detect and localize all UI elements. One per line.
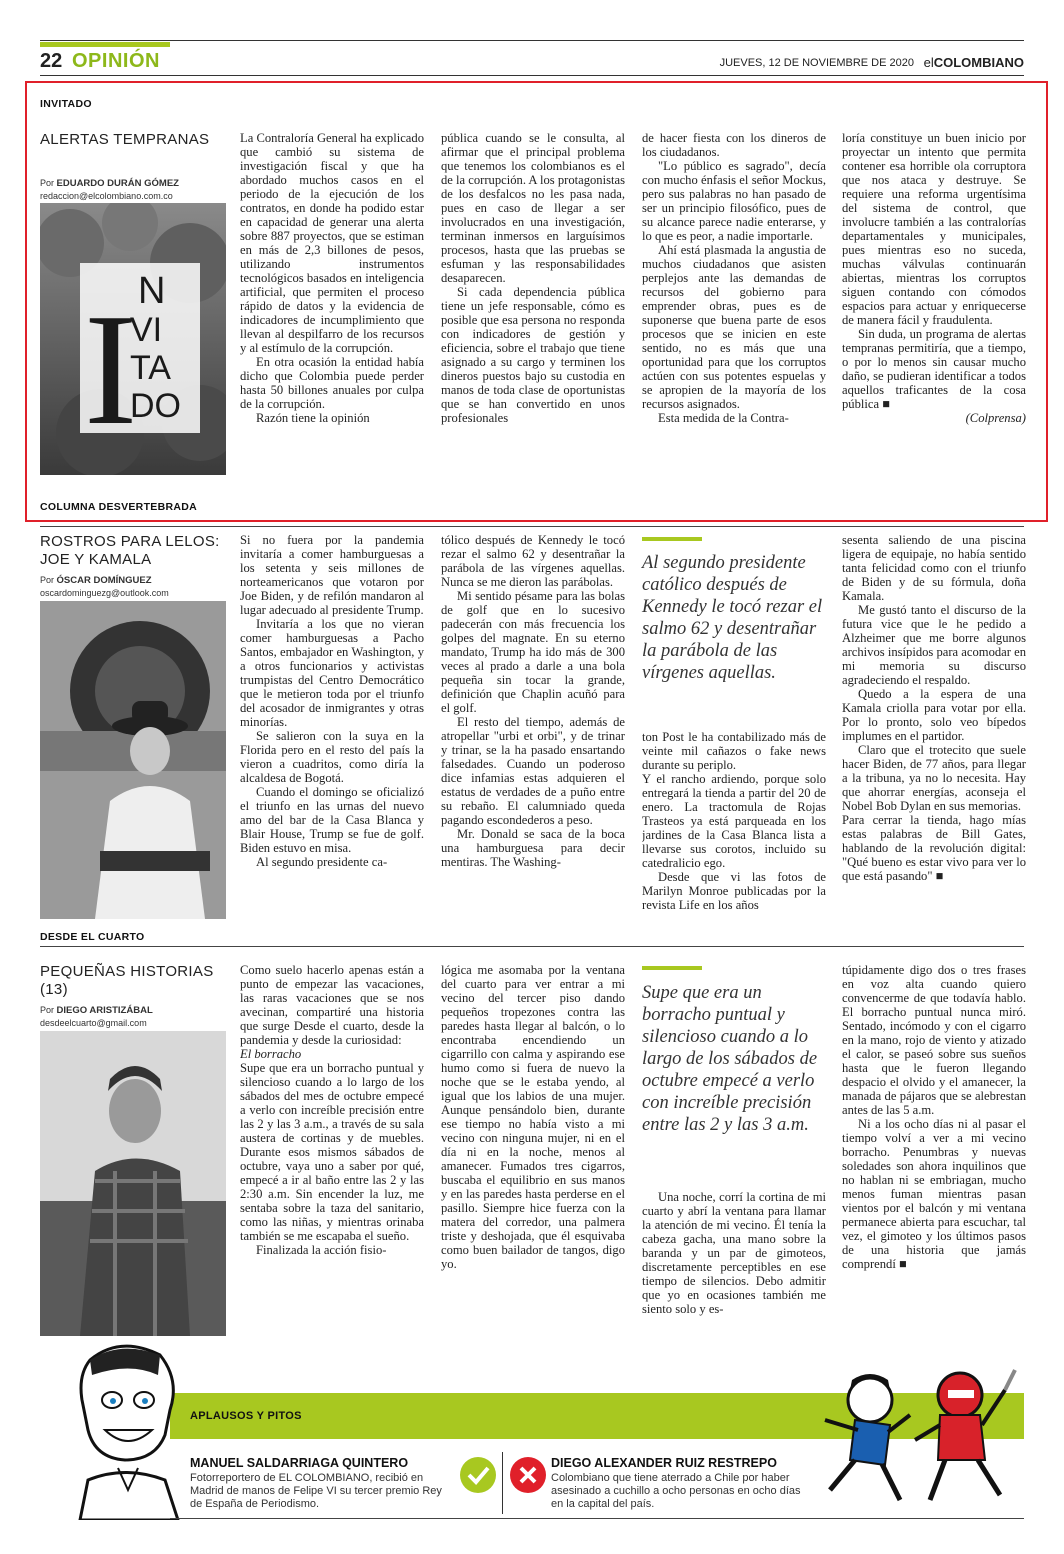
article-headline: ROSTROS PARA LELOS: JOE Y KAMALA <box>40 533 220 568</box>
article2-column-3: ton Post le ha contabilizado más de veinte mil cañazos o fake news durante su periplo. Y el rancho ardiendo, porque solo entregará la tienda a partir del 20 de enero. La tractomula de Rojas Trasteos ya está parqueada en los jardines de la Casa Blanca lista a llevarse sus corotos, incluido su catedralicio ego. Desde que vi las fotos de Marilyn Monroe publicadas por la revista Life en los años <box>642 730 826 912</box>
column-name: INVITADO <box>40 98 92 110</box>
article3-column-1: Como suelo hacerlo apenas están a punto de empezar las vacaciones, las raras vacaciones que se nos avecinan, compartiré una historia que surge Desde el cuarto, desde la pandemia y desde la curiosidad: El borracho Supe que era un borracho puntual y silencioso cuando a lo largo de los sábados del mes de octubre empecé a verlo con increíble precisión entre las 2 y las 3 a.m., a través de su sala austera de cortinas y de muebles. Durante esos mismos sábados de octubre, vaya uno a saber por qué, empecé a ir al baño entre las 2 y las 2:30 a.m. Sin encender la luz, me sentaba sobre la taza del sanitario, como las niñas, y mientras orinaba también se me escapaba el sueño. Finalizada la acción fisio- <box>240 963 424 1257</box>
author-email: oscardominguezg@outlook.com <box>40 588 169 598</box>
pullquote: Al segundo presidente católico después de Kennedy le tocó rezar el salmo 62 y desentrañar la parábola de las vírgenes aquellas. <box>642 553 823 683</box>
column-name: DESDE EL CUARTO <box>40 931 145 943</box>
article2-column-1: Si no fuera por la pandemia invitaría a comer hamburguesas a los setenta y seis millones de norteamericanos que votaron por Joe Biden, y de refilón mandaron al lugar adecuado al presidente Trump. Invitaría a los que no vieran comer hamburguesas a Pacho Santos, embajador en Washington, y a otros funcionarios y activistas trumpistas del Centro Democrático que le metieron toda por el triunfo del acosador de inmigrantes y otras minorías. Se salieron con la suya en la Florida pero en el resto del país la vieron a cuadritos, como diría la alcaldesa de Bogotá. Cuando el domingo se oficializó el triunfo en las urnas del nuevo amo del bar de la Casa Blanca y Blair House, Trump se fue de golf. Biden estuvo en misa. Al segundo presidente ca- <box>240 533 424 869</box>
newspaper-brand: elCOLOMBIANO <box>923 55 1024 70</box>
logo-letters-3: TA <box>130 349 171 387</box>
article-byline: Por ÓSCAR DOMÍNGUEZ oscardominguezg@outlook.com <box>40 575 169 598</box>
invitado-logo-photo <box>40 203 226 475</box>
author-photo <box>40 601 226 919</box>
author-photo <box>40 1031 226 1336</box>
section-title: OPINIÓN <box>72 50 160 72</box>
author-name: EDUARDO DURÁN GÓMEZ <box>56 178 179 189</box>
section-rule <box>40 946 1024 947</box>
applause-name: MANUEL SALDARRIAGA QUINTERO <box>190 1456 409 1470</box>
article-headline: PEQUEÑAS HISTORIAS (13) <box>40 963 214 998</box>
check-icon <box>460 1457 496 1493</box>
author-name: DIEGO ARISTIZÁBAL <box>56 1005 153 1016</box>
article2-column-2: tólico después de Kennedy le tocó rezar el salmo 62 y desentrañar la parábola de las vírgenes aquellas. Nunca se me dieron las parábolas. Mi sentido pésame para las bolas de golf que en lo sucesivo padecerán con más frecuencia los golpes del magnate. En su eterno mandato, Trump ha ido más de 300 veces al prado a darle a una bola pequeña sin tocar la grande, definición que Chaplin acuñó para el golf. El resto del tiempo, además de atropellar "urbi et orbi", y de trinar y trinar, se la ha pasado ensartando falsedades. Cuando un poderoso dice infamias estas adquieren el estatus de verdades de a puño entre su rebaño. El calumniado queda pagando escondederos a peso. Mr. Donald se saca de la boca una hamburguesa para decir mentiras. The Washing- <box>441 533 625 869</box>
article1-column-4: loría constituye un buen inicio por proyectar un intento que permita contener esa horrible ola corruptora que nos ataca y destruye. Se requiere una reforma urgentísima del sistema de control, que involucre también a las contralorías departamentales y municipales, pues mientras eso no suceda, muchas válvulas continuarán abiertas, mientras los corruptos siguen contando con cómodos espacios para actuar y enriquecerse de manera fácil y fraudulenta. Sin duda, un programa de alertas tempranas permitiría, que a tiempo, o por lo menos sin causar mucho daño, se pudieran identificar a todos aquellos traficantes de la cosa pública ■ (Colprensa) <box>842 131 1026 425</box>
article3-column-3: Una noche, corrí la cortina de mi cuarto y abrí la ventana para llamar la atención de mi vecino. Él tenía la cabeza gacha, una mano sobre la baranda y un par de gimoteos, discretamente perceptibles en ese tiempo de silencios. Debo admitir que yo en ocasiones también me siento solo y es- <box>642 1190 826 1316</box>
article-byline: Por EDUARDO DURÁN GÓMEZ redaccion@elcolombiano.com.co <box>40 178 179 201</box>
article1-column-1: La Contraloría General ha explicado que cambió su sistema de investigación fiscal y que ha abordado muchos casos en el periodo de la ejecución de los contratos, en donde ha podido estar en capacidad de generar una alerta sobre 887 proyectos, que se estiman en más de 2,3 billones de pesos, utilizando instrumentos tecnológicos basados en inteligencia artificial, que permiten el proceso rápido de datos y la evidencia de indicadores de incumplimiento que llevan al despilfarro de los recursos y al estímulo de la corrupción. En otra ocasión la entidad había dicho que Colombia puede perder hasta 50 billones anuales por culpa de la corrupción. Razón tiene la opinión <box>240 131 424 425</box>
pullquote-accent <box>642 537 702 541</box>
logo-letters-2: VI <box>130 311 163 349</box>
x-icon <box>510 1457 546 1493</box>
article2-column-4: sesenta saliendo de una piscina ligera de equipaje, no había sentido tanta felicidad como con el triunfo de Biden y de su fórmula, doña Kamala. Me gustó tanto el discurso de la futura vice que le he pedido a Alzheimer que me borre algunos archivos insípidos para acomodar en mi memoria su discurso agradeciendo el respaldo. Quedo a la espera de una Kamala criolla para votar por ella. Por lo pronto, solo veo bípedos implumes en el partidor. Claro que el trotecito que suele hacer Biden, de 77 años, para llegar a la tribuna, ya no lo necesita. Hay que ahorrar energías, aconseja el Nobel Bob Dylan en sus memorias. Para cerrar la tienda, hago mías estas palabras de Bill Gates, hablando de la revolución digital: "Qué bueno es estar vivo para ver lo que está pasando" ■ <box>842 533 1026 883</box>
aplausos-title: APLAUSOS Y PITOS <box>190 1410 302 1422</box>
pullquote: Supe que era un borracho puntual y silencioso cuando a lo largo de los sábados de octubre empecé a verlo con increíble precisión entre las 2 y las 3 a.m. <box>642 983 818 1135</box>
header-bottom-rule <box>40 75 1024 76</box>
logo-letters-1: N <box>138 270 166 312</box>
article1-column-3: de hacer fiesta con los dineros de los ciudadanos. "Lo público es sagrado", decía con mucho énfasis el señor Mockus, pero sus palabras no han pasado de ser un principio filosófico, pues de su alcance parece nadie enterarse, y lo que es peor, a nadie importarle. Ahí está plasmada la angustia de muchos ciudadanos que asisten perplejos ante las demandas de recursos del gobierno para emprender obras, pues es de suponerse que buena parte de esos procesos que se inicien en este sentido, no es más que una oportunidad para que los corruptos actúen con sus potentes espuelas y se apropien de la mayoría de los recursos asignados. Esta medida de la Contra- <box>642 131 826 425</box>
boo-name: DIEGO ALEXANDER RUIZ RESTREPO <box>551 1456 777 1470</box>
header-top-rule <box>40 40 1024 41</box>
article-headline: ALERTAS TEMPRANAS <box>40 131 210 148</box>
page-number: 22 <box>40 50 63 72</box>
article3-column-2: lógica me asomaba por la ventana del cuarto para ver entrar a mi vecino del tercer piso dando pequeños tropezones contra las paredes hasta llegar al balcón, o lo encontraba encendiendo un cigarrillo con calma y aspirando ese humo como si fuera de nuevo la noche que se le estaba yendo, al igual que los labios de una mujer. Aunque pensándolo bien, durante ese tiempo no había visto a mi vecino con ninguna mujer, ni en el día ni en la noche, menos al amanecer. Fumados tres cigarros, buscaba el equilibrio en sus manos y en las paredes hasta perderse en el pasillo. Siempre hice fuerza con la matera del corredor, una palmera triste y deshojada, que él esquivaba como buen bailador de tangos, digo yo. <box>441 963 625 1271</box>
pullquote-accent <box>642 966 702 970</box>
section-accent-bar <box>40 42 170 47</box>
logo-big-letter: I <box>84 280 138 458</box>
author-email: desdeelcuarto@gmail.com <box>40 1018 147 1028</box>
boo-text: Colombiano que tiene aterrado a Chile por haber asesinado a cuchillo a ocho personas en ocho días en la capital del país. <box>551 1472 801 1510</box>
author-name: ÓSCAR DOMÍNGUEZ <box>56 575 152 586</box>
issue-date: JUEVES, 12 DE NOVIEMBRE DE 2020 <box>719 57 914 69</box>
caricature-illustration <box>60 1340 190 1520</box>
article1-column-2: pública cuando se le consulta, al afirmar que el principal problema que tenemos los colombianos es el de la corrupción. A los protagonistas de los desfalcos no les pasa nada, pues en caso de llegar a ser involucrados en una investigación, terminan inmersos en larguísimos procesos, hasta que las pruebas se esfuman y las responsabilidades desaparecen. Si cada dependencia pública tiene un jefe responsable, cómo es posible que esa persona no responda con indicadores de gestión y eficiencia, sobre el trabajo que tiene asignado a su cargo y terminen los dineros puestos bajo su custodia en manos de toda clase de oportunistas que se han convertido en unos profesionales <box>441 131 625 425</box>
applause-text: Fotorreportero de EL COLOMBIANO, recibió en Madrid de manos de Felipe VI su tercer premio Rey de España de Periodismo. <box>190 1472 442 1510</box>
signoff: (Colprensa) <box>965 411 1026 425</box>
aplausos-bottom-rule <box>170 1518 1024 1519</box>
aplausos-divider <box>502 1452 503 1514</box>
article3-column-4: túpidamente digo dos o tres frases en voz alta cuando quiero convencerme de que todavía hablo. El borracho puntual nunca miró. Sentado, incómodo y con el cigarro en la mano, rojo de viento y atizado el calor, se paseó sobre sus sueños hasta que le fueron llegando despacio el olvido y el amanecer, la manada de pájaros que se alebrestan antes de las 5 a.m. Ni a los ocho días ni al pasar el tiempo volví a ver a mi vecino borracho. Penumbras y nuevas soledades son ahora inquilinos que no hablan ni se embriagan, mucho menos fuman mientras pasan vientos por el balcón y mi ventana permanece abierta para escuchar, tal vez, el gimoteo y los últimos pasos de una historia que jamás comprendí ■ <box>842 963 1026 1271</box>
column-name: COLUMNA DESVERTEBRADA <box>40 501 197 513</box>
section-rule <box>40 526 1024 527</box>
chase-illustration <box>810 1360 1024 1515</box>
article-byline: Por DIEGO ARISTIZÁBAL desdeelcuarto@gmail.com <box>40 1005 153 1028</box>
logo-letters-4: DO <box>130 387 181 425</box>
author-email: redaccion@elcolombiano.com.co <box>40 191 173 201</box>
